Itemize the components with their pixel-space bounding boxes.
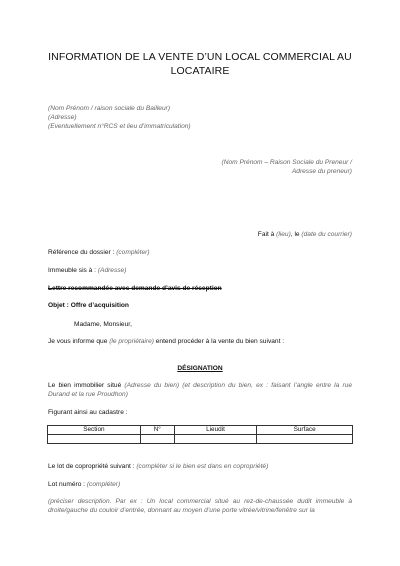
property-prefix: Le bien immobilier situé — [48, 382, 125, 389]
lot-number-line — [48, 480, 352, 489]
title-line-1: INFORMATION DE LA VENTE D’UN LOCAL COMMERCIAL AU — [48, 51, 352, 63]
cadastre-header-number: N° — [140, 426, 174, 435]
cadastre-header-lieudit: Lieudit — [174, 426, 256, 435]
lot-number-label: Lot numéro : — [48, 481, 87, 488]
lot-copro-label: Le lot de copropriété suivant : — [48, 463, 137, 470]
cadastre-cell — [257, 435, 353, 444]
property-placeholder: (Adresse du bien) (et description du bien, ex : faisant l’angle entre la rue Durand et la rue Proudhon) — [48, 382, 353, 399]
reference-value: (compléter) — [116, 249, 150, 256]
cadastre-header-section: Section — [48, 426, 141, 435]
lot-number-value: (compléter) — [86, 481, 121, 488]
recipient-block — [222, 158, 352, 176]
object-line: Objet : Offre d’acquisition — [48, 302, 129, 309]
sender-block — [48, 104, 191, 132]
date-place: (lieu) — [276, 231, 291, 238]
section-heading: DÉSIGNATION — [177, 365, 223, 372]
cadastre-header-row — [48, 426, 353, 435]
sender-rcs: (Eventuellement n°RCS et lieu d’immatriculation) — [48, 123, 191, 131]
cadastre-cell — [48, 435, 141, 444]
intro-owner: (le propriétaire) — [109, 338, 154, 345]
reference-label: Référence du dossier : — [48, 249, 117, 256]
cadastre-header-surface: Surface — [257, 426, 353, 435]
cadastre-table — [47, 425, 353, 444]
lot-copro-value: (compléter si le bien est dans en copropriété) — [136, 463, 269, 470]
date-separator: , le — [290, 231, 302, 238]
title-line-2: LOCATAIRE — [170, 64, 230, 77]
intro-line — [48, 337, 352, 346]
document-title — [40, 51, 360, 78]
date-prefix: Fait à — [257, 231, 277, 238]
date-line — [48, 230, 352, 239]
reference-line — [48, 248, 352, 257]
building-label: Immeuble sis à : — [48, 267, 98, 274]
cadastre-row — [48, 435, 353, 444]
property-paragraph — [48, 381, 352, 399]
intro-prefix: Je vous informe que — [48, 338, 110, 345]
date-value: (date du courrier) — [301, 231, 352, 238]
salutation-line: Madame, Monsieur, — [74, 321, 132, 328]
intro-suffix: entend procéder à la vente du bien suivant : — [153, 338, 285, 345]
description-paragraph: (préciser description. Par ex : Un local commercial situé au rez-de-chaussée dudit immeuble à droite/gauche du couloir d’entrée, donnant au moyen d’une porte vitrée/vitrine/fenêtre sur la — [48, 498, 352, 515]
cadastre-cell — [174, 435, 256, 444]
building-value: (Adresse) — [97, 267, 127, 274]
recipient-line-2: Adresse du preneur) — [291, 168, 352, 176]
recipient-line-1: (Nom Prénom – Raison Sociale du Preneur / — [221, 159, 352, 166]
sender-address: (Adresse) — [48, 114, 77, 122]
lot-copro-line — [48, 462, 352, 471]
cadastre-label: Figurant ainsi au cadastre : — [48, 409, 128, 416]
building-line — [48, 266, 352, 275]
sender-name: (Nom Prénom / raison sociale du Bailleur) — [48, 105, 171, 112]
cadastre-cell — [140, 435, 174, 444]
registered-letter-line: Lettre recommandée avec demande d’avis de réception — [48, 285, 222, 292]
